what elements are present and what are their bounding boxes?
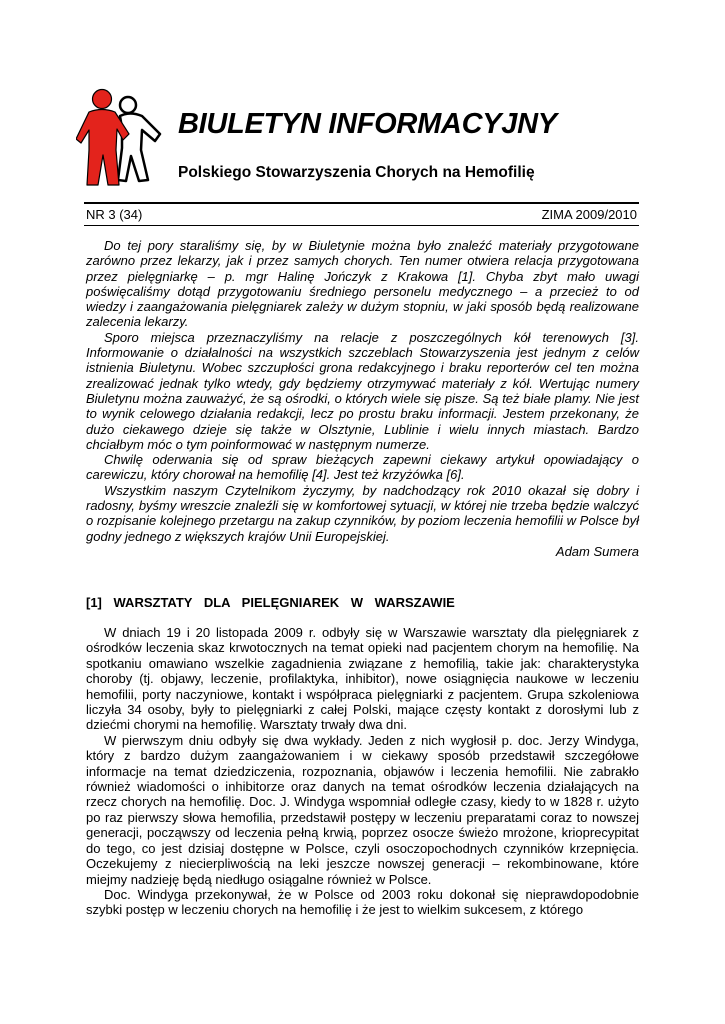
editor-signature: Adam Sumera [555,543,639,559]
two-figures-logo-icon [76,88,168,188]
intro-paragraph: Do tej pory staraliśmy się, by w Biuletynie można było znaleźć materiały przygotowane zarówno przez lekarzy, jak i przez samych chorych. Ten numer otwiera relacja przygotowana przez pielęgniarkę – p. mgr Halinę Jończyk z Krakowa [1]. Chyba zbyt mało uwagi poświęcaliśmy dotąd przygotowaniu średniego personelu medycznego – a przecież to od wiedzy i zaangażowania pielęgniarek zależy w dużym stopniu, w jaki sposób będą realizowane zalecenia lekarzy. [86,238,639,330]
intro-paragraph: Wszystkim naszym Czytelnikom życzymy, by nadchodzący rok 2010 okazał się dobry i radosny, byśmy wreszcie znaleźli się w komfortowej sytuacji, w której nie trzeba będzie walczyć o rozpisanie kolejnego przetargu na zakup czynników, by poziom leczenia hemofilii w Polsce był godny jednego z większych krajów Unii Europejskiej. [86,482,639,544]
issue-season: ZIMA 2009/2010 [541,207,637,222]
article-paragraph: W dniach 19 i 20 listopada 2009 r. odbyły się w Warszawie warsztaty dla pielęgniarek z ośrodków leczenia skaz krwotocznych na temat opieki nad pacjentem chorym na hemofilię. Na spotkaniu omawiano wszelkie zagadnienia związane z hemofilią, takie jak: charakterystyka choroby (tj. objawy, leczenie, profilaktyka, inhibitor), nowe osiągnięcia naukowe w leczeniu hemofilii, porty naczyniowe, kontakt i współpraca pielęgniarki z pacjentem. Grupa szkoleniowa liczyła 34 osoby, były to pielęgniarki z całej Polski, mające częsty kontakt z dorosłymi lub z dziećmi chorymi na hemofilię. Warsztaty trwały dwa dni. [86,625,639,733]
bulletin-subtitle: Polskiego Stowarzyszenia Chorych na Hemofilię [178,164,535,181]
header-top-rule [84,202,639,204]
article-paragraph: Doc. Windyga przekonywał, że w Polsce od 2003 roku dokonał się nieprawdopodobnie szybki postęp w leczeniu chorych na hemofilię i że jest to wielkim sukcesem, z którego [86,886,639,918]
society-logo [76,88,168,188]
intro-paragraph: Chwilę oderwania się od spraw bieżących zapewni ciekawy artykuł opowiadający o carewiczu, który chorował na hemofilię [4]. Jest też krzyżówka [6]. [86,452,639,483]
section-heading: [1] WARSZTATY DLA PIELĘGNIAREK W WARSZAWIE [86,595,455,610]
article-paragraph: W pierwszym dniu odbyły się dwa wykłady. Jeden z nich wygłosił p. doc. Jerzy Windyga, który z bardzo dużym zaangażowaniem i w ciekawy sposób przedstawił szczegółowe informacje na temat dziedziczenia, rozpoznania, objawów i leczenia hemofilii. Nie zabrakło również wiadomości o inhibitorze oraz danych na temat ośrodków leczenia działających na rzecz chorych na hemofilię. Doc. J. Windyga wspomniał odległe czasy, kiedy to w 1828 r. użyto po raz pierwszy słowa hemofilia, przedstawił postępy w leczeniu preparatami coraz to nowszej generacji, począwszy od leczenia pełną krwią, poprzez osocze świeżo mrożone, krioprecypitat do tego, co jest dzisiaj dostępne w Polsce, czyli osoczopochodnych czynników krzepnięcia. Oczekujemy z niecierpliwością na leki jeszcze nowszej generacji – rekombinowane, które miejmy nadzieję będą niedługo osiągalne również w Polsce. [86,732,639,887]
editorial-intro [86,238,639,559]
header-bottom-rule [84,225,639,226]
intro-paragraph: Sporo miejsca przeznaczyliśmy na relacje z poszczególnych kół terenowych [3]. Informowanie o działalności na wszystkich szczeblach Stowarzyszenia jest jednym z celów istnienia Biuletynu. Wobec szczupłości grona redakcyjnego i braku reporterów cel ten można zrealizować jednak tylko wtedy, gdy będziemy otrzymywać materiały z kół. Wertując numery Biuletynu można zauważyć, że są ośrodki, o których wiele się pisze. Są też białe plamy. Nie jest to wynik celowego działania redakcji, lecz po prostu braku informacji. Jestem przekonany, że dużo ciekawego dzieje się także w Olsztynie, Lublinie i wielu innych miastach. Bardzo chciałbym móc o tym poinformować w następnym numerze. [86,329,639,452]
issue-number: NR 3 (34) [86,207,143,222]
bulletin-title: BIULETYN INFORMACYJNY [178,108,557,140]
article-body [86,625,639,918]
